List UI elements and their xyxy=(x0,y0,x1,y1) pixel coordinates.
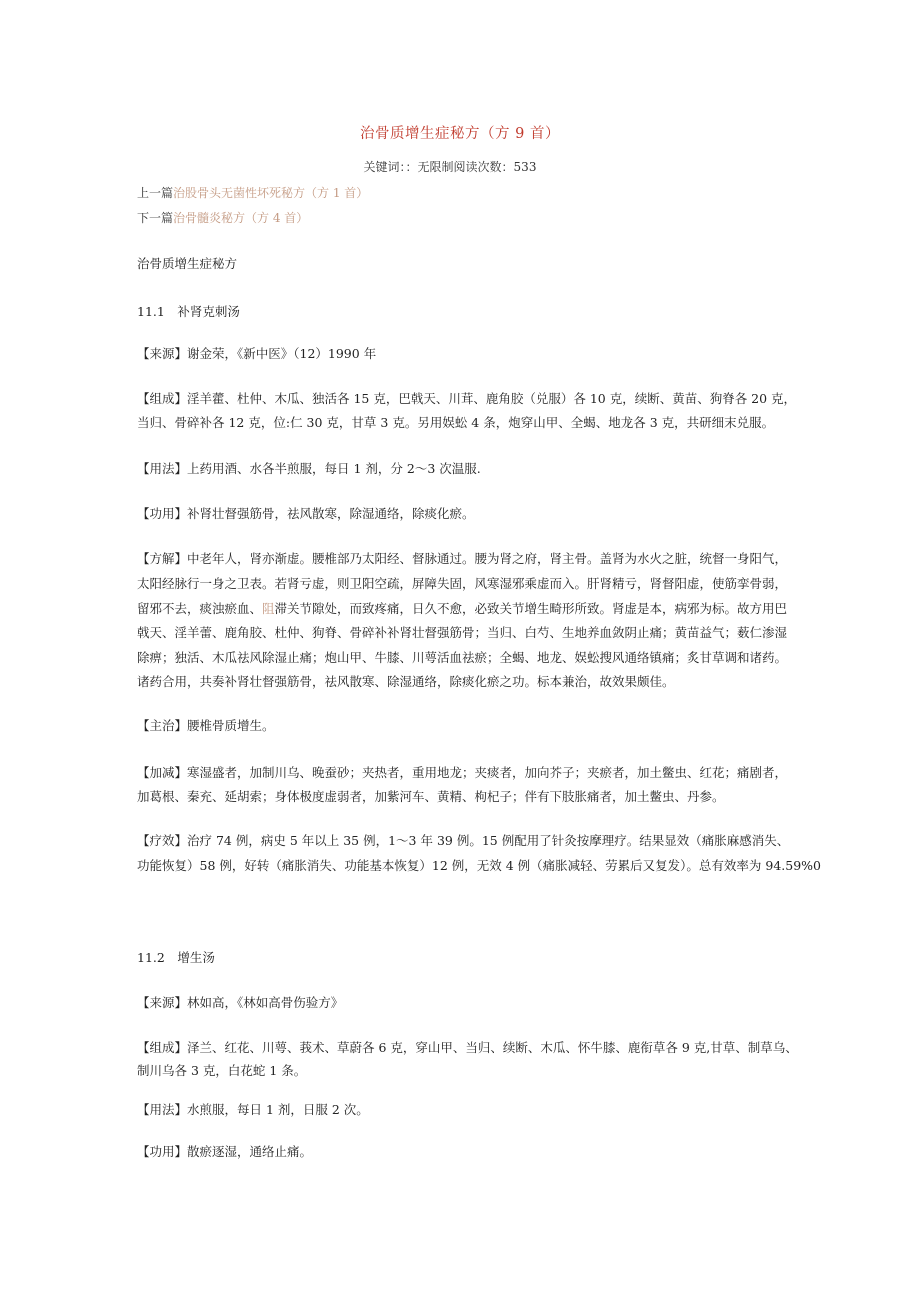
s1-composition-line-1: 【组成】淫羊藿、杜仲、木瓜、独活各 15 克，巴戟天、川茸、鹿角胶（兑服）各 10 克，续断、黄苗、狗脊各 20 克， xyxy=(137,391,797,406)
page-title: 治骨质增生症秘方（方 9 首） xyxy=(360,126,560,142)
section-title-11-2: 11.2 增生汤 xyxy=(137,950,215,965)
s1-explanation-line-4: 戟天、淫羊蕾、鹿角胶、杜仲、狗脊、骨碎补补肾壮督强筋骨；当归、白芍、生地养血敛阴止痛；黄苗益气；薮仁渗湿 xyxy=(137,625,788,640)
s1-explanation-text: 留邪不去，痰浊瘀血、 xyxy=(137,601,263,616)
s1-explanation-line-2: 太阳经脉行一身之卫表。若肾亏虚，则卫阳空疏，屏障失固，风寒湿邪乘虚而入。肝肾精亏，肾督阳虚，使筋挛骨弱， xyxy=(137,576,788,591)
s2-source: 【来源】林如高，《林如高骨伤验方》 xyxy=(137,995,344,1010)
s1-source: 【来源】谢金荣，《新中医》（12）1990 年 xyxy=(137,346,377,361)
s1-modification-line-1: 【加减】寒湿盛者，加制川乌、晚蚕砂；夹热者，重用地龙；夹痰者，加向芥子；夹瘀者，加土鳖虫、红花；痛剧者， xyxy=(137,765,788,780)
next-label: 下一篇 xyxy=(137,211,174,225)
s1-indication: 【主治】腰椎骨质增生。 xyxy=(137,718,275,733)
s1-explanation-line-1: 【方解】中老年人，肾亦渐虚。腰椎部乃太阳经、督脉通过。腰为肾之府，肾主骨。盖肾为水火之脏，统督一身阳气， xyxy=(137,551,788,566)
next-article-link[interactable]: 治骨髓炎秘方（方 4 首） xyxy=(173,211,309,225)
s1-result-line-1: 【疗效】治疗 74 例，病史 5 年以上 35 例，1～3 年 39 例。15 例配用了针灸按摩理疗。结果显效（痛胀麻感消失、 xyxy=(137,833,790,848)
prev-article-link[interactable]: 治股骨头无菌性坏死秘方（方 1 首） xyxy=(173,186,369,200)
s1-explanation-text: 滞关节隙处，而致疼痛，日久不愈，必致关节增生畸形所致。肾虚是本，病邪为标。故方用巴 xyxy=(274,601,788,616)
s2-usage: 【用法】水煎服，每日 1 剂，日服 2 次。 xyxy=(137,1102,369,1117)
s1-effect: 【功用】补肾壮督强筋骨，祛风散寒，除湿通络，除痰化瘀。 xyxy=(137,506,475,521)
s1-modification-line-2: 加葛根、秦充、延胡索；身体极度虚弱者，加紫河车、黄精、枸杞子；伴有下肢胀痛者，加土鳖虫、丹参。 xyxy=(137,789,725,804)
s2-composition-line-1: 【组成】泽兰、红花、川萼、莪术、草蔚各 6 克，穿山甲、当归、续断、木瓜、怀牛膝、鹿衔草各 9 克,甘草、制草乌、 xyxy=(137,1040,798,1055)
s1-explanation-line-3 xyxy=(137,599,797,617)
s2-effect: 【功用】散瘀逐湿，通络止痛。 xyxy=(137,1144,313,1159)
s1-composition-line-2: 当归、骨碎补各 12 克，位:仁 30 克，甘草 3 克。另用娱蚣 4 条，炮穿山甲、全蝎、地龙各 3 克，共研细末兑服。 xyxy=(137,415,775,430)
s1-explanation-line-5: 除痹；独活、木瓜祛风除湿止痛；炮山甲、牛膝、川萼活血祛瘀；全蝎、地龙、娱蚣搜风通络镇痛；炙甘草调和诸药。 xyxy=(137,650,788,665)
s2-composition-line-2: 制川乌各 3 克，白花蛇 1 条。 xyxy=(137,1063,307,1078)
content-heading: 治骨质增生症秘方 xyxy=(137,256,238,271)
s1-result-line-2: 功能恢复）58 例，好转（痛胀消失、功能基本恢复）12 例，无效 4 例（痛胀减轻、劳累后又复发）。总有效率为 94.59%0 xyxy=(137,858,821,873)
prev-article-nav xyxy=(137,184,368,201)
section-title-11-1: 11.1 补肾克刺汤 xyxy=(137,304,240,319)
prev-label: 上一篇 xyxy=(137,186,174,200)
s1-explanation-highlight: 阻 xyxy=(262,601,275,616)
s1-explanation-line-6: 诸药合用，共奏补肾壮督强筋骨，祛风散寒、除湿通络，除痰化瘀之功。标本兼治，故效果颇佳。 xyxy=(137,674,675,689)
next-article-nav xyxy=(137,209,308,226)
article-meta: 关键词：：无限制阅读次数：533 xyxy=(363,160,537,174)
s1-usage: 【用法】上药用酒、水各半煎服，每日 1 剂，分 2～3 次温服. xyxy=(137,461,481,476)
